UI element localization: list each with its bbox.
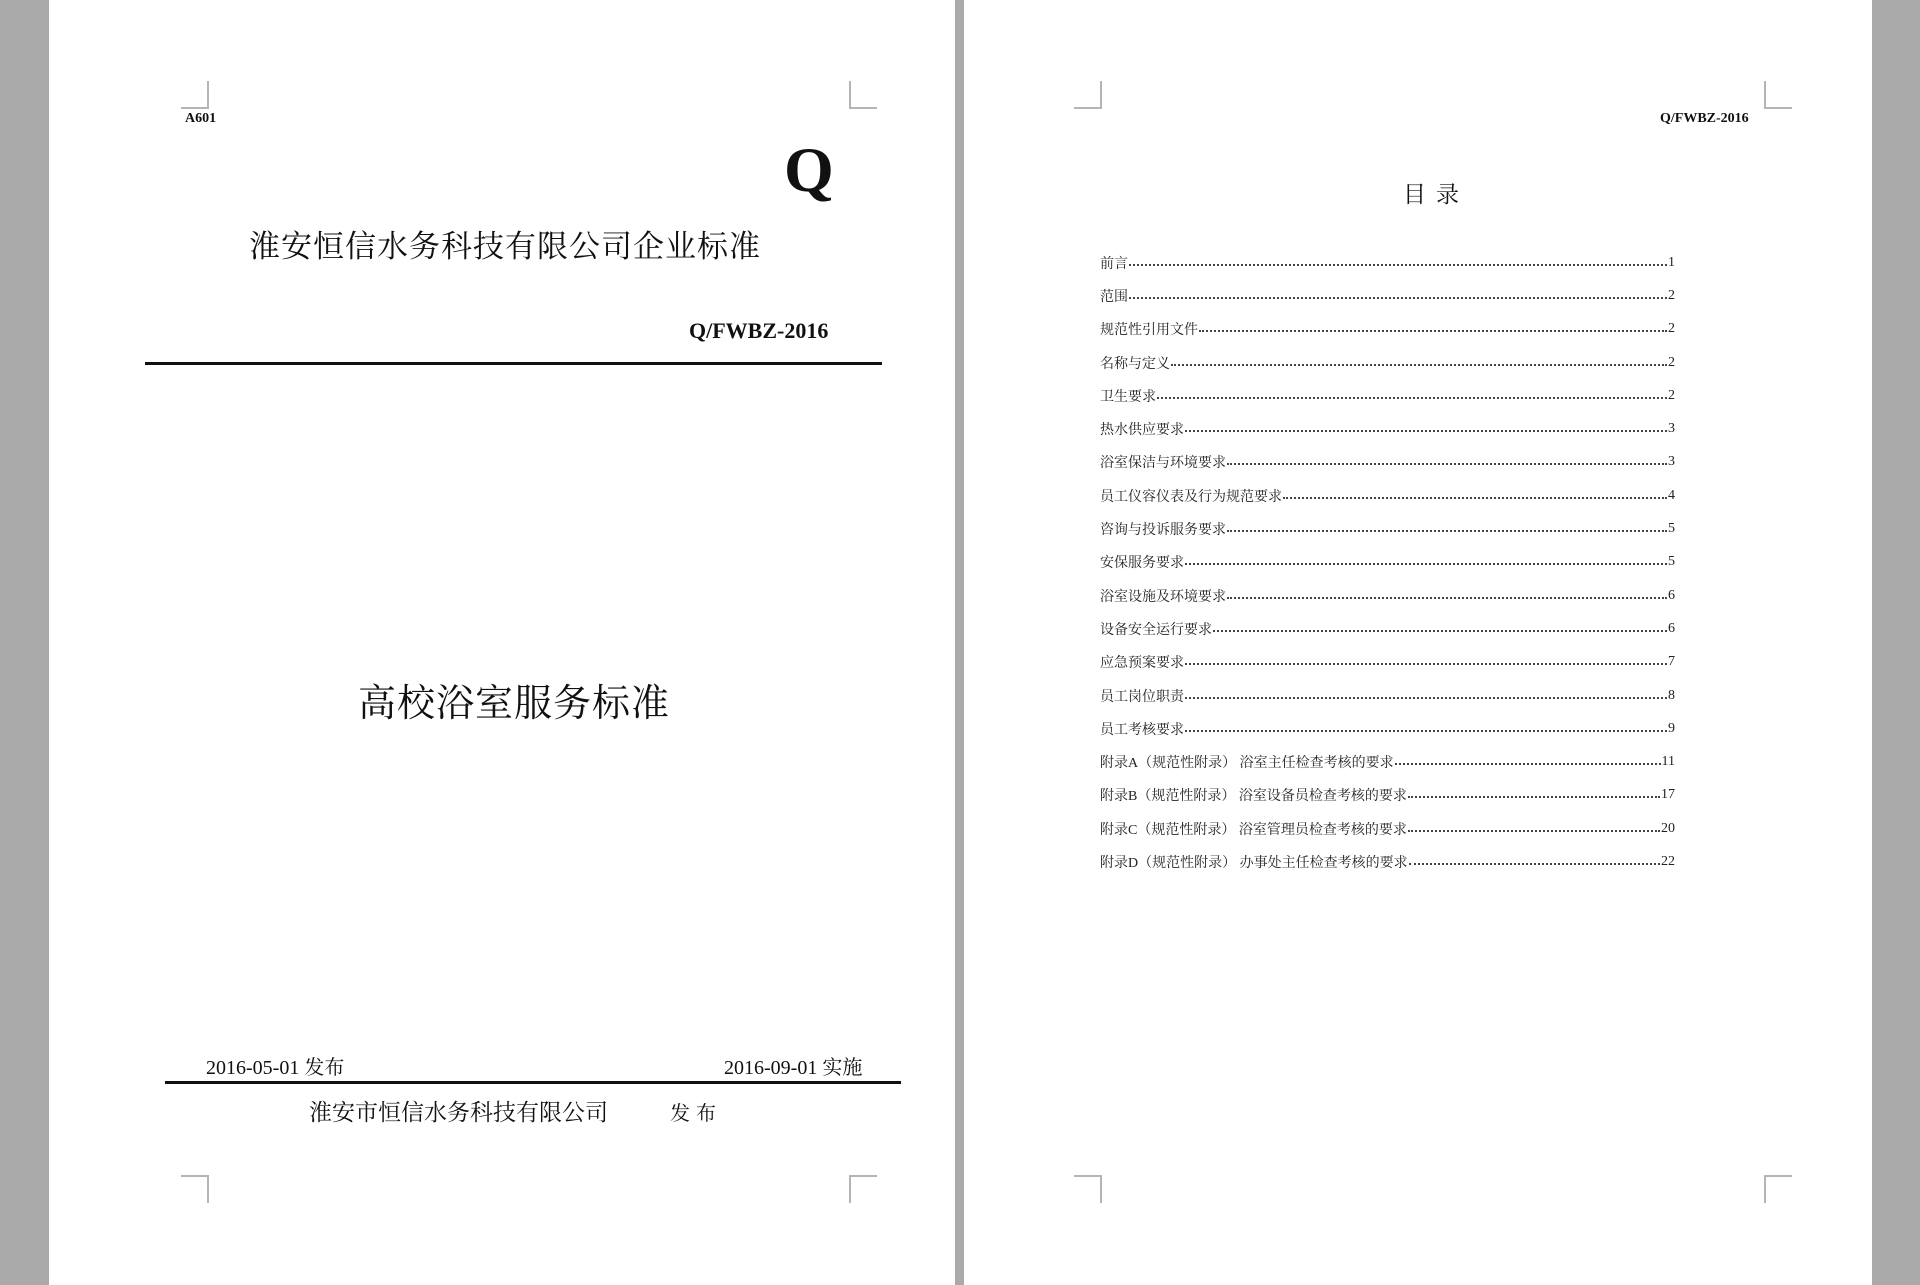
toc-entry-label: 浴室保洁与环境要求 [1100,456,1226,472]
toc-entry-page: 2 [1668,387,1675,403]
toc-leader-dots [1283,497,1667,499]
toc-entry-label: 附录A（规范性附录） 浴室主任检查考核的要求 [1100,756,1394,772]
toc-leader-dots [1185,430,1667,432]
toc-entry[interactable] [1100,346,1675,379]
toc-entry-label: 员工仪容仪表及行为规范要求 [1100,489,1282,505]
toc-entry-label: 名称与定义 [1100,356,1170,372]
toc-leader-dots [1408,830,1660,832]
main-title: 高校浴室服务标准 [358,681,671,725]
toc-entry-page: 9 [1668,720,1675,736]
toc-entry-label: 前言 [1100,256,1128,272]
toc-entry-page: 6 [1668,620,1675,636]
crop-mark-bottom-right [1764,1175,1792,1203]
toc-entry-page: 7 [1668,654,1675,670]
toc-entry[interactable] [1100,845,1675,878]
toc-leader-dots [1395,763,1661,765]
toc-entry[interactable] [1100,779,1675,812]
toc-leader-dots [1213,630,1667,632]
toc-leader-dots [1185,663,1667,665]
toc-entry-label: 附录C（规范性附录） 浴室管理员检查考核的要求 [1100,822,1407,838]
crop-mark-top-right [849,81,877,109]
crop-mark-top-left [1074,81,1102,109]
toc-leader-dots [1185,697,1667,699]
toc-entry-page: 22 [1661,853,1675,869]
toc-entry[interactable] [1100,279,1675,312]
toc-entry-label: 附录B（规范性附录） 浴室设备员检查考核的要求 [1100,789,1407,805]
table-of-contents [1100,246,1675,879]
toc-leader-dots [1185,730,1667,732]
toc-entry-page: 6 [1668,587,1675,603]
toc-entry-page: 2 [1668,287,1675,303]
toc-entry-page: 8 [1668,687,1675,703]
crop-mark-bottom-left [181,1175,209,1203]
toc-leader-dots [1227,597,1667,599]
document-code: A601 [185,111,217,126]
toc-entry-label: 应急预案要求 [1100,656,1184,672]
company-standard-title: 淮安恒信水务科技有限公司企业标准 [249,229,761,265]
toc-entry[interactable] [1100,646,1675,679]
toc-entry-page: 3 [1668,421,1675,437]
toc-entry[interactable] [1100,246,1675,279]
toc-leader-dots [1129,264,1667,266]
toc-entry[interactable] [1100,446,1675,479]
toc-entry-label: 热水供应要求 [1100,423,1184,439]
toc-entry[interactable] [1100,512,1675,545]
toc-entry[interactable] [1100,612,1675,645]
toc-entry-label: 员工岗位职责 [1100,689,1184,705]
toc-entry[interactable] [1100,745,1675,778]
toc-leader-dots [1199,330,1667,332]
toc-entry-page: 3 [1668,454,1675,470]
standard-number: Q/FWBZ-2016 [689,318,829,343]
toc-entry-page: 5 [1668,521,1675,537]
standard-q-mark: Q [784,134,834,205]
toc-entry[interactable] [1100,412,1675,445]
toc-leader-dots [1227,530,1667,532]
toc-entry-label: 安保服务要求 [1100,556,1184,572]
toc-entry[interactable] [1100,712,1675,745]
toc-page [964,0,1872,1285]
toc-leader-dots [1171,364,1667,366]
toc-entry-label: 规范性引用文件 [1100,323,1198,339]
issue-date: 2016-05-01 发布 [206,1057,345,1079]
toc-entry[interactable] [1100,679,1675,712]
toc-entry-page: 2 [1668,354,1675,370]
toc-entry-page: 11 [1661,754,1675,770]
toc-leader-dots [1408,796,1660,798]
toc-entry-page: 1 [1668,254,1675,270]
toc-entry-label: 卫生要求 [1100,389,1156,405]
toc-title: 目录 [1403,182,1469,208]
toc-entry-label: 范围 [1100,289,1128,305]
toc-entry[interactable] [1100,579,1675,612]
publish-label: 发布 [670,1101,722,1125]
toc-entry-label: 浴室设施及环境要求 [1100,589,1226,605]
crop-mark-top-right [1764,81,1792,109]
toc-leader-dots [1409,863,1660,865]
footer-divider [165,1081,901,1084]
toc-entry-label: 咨询与投诉服务要求 [1100,523,1226,539]
toc-entry[interactable] [1100,313,1675,346]
toc-entry[interactable] [1100,546,1675,579]
toc-entry[interactable] [1100,812,1675,845]
toc-entry-page: 2 [1668,321,1675,337]
toc-entry-label: 设备安全运行要求 [1100,622,1212,638]
crop-mark-bottom-left [1074,1175,1102,1203]
cover-page [49,0,955,1285]
crop-mark-top-left [181,81,209,109]
publisher-name: 淮安市恒信水务科技有限公司 [309,1100,608,1126]
toc-entry[interactable] [1100,379,1675,412]
toc-entry-page: 4 [1668,487,1675,503]
toc-entry-page: 17 [1661,787,1675,803]
toc-entry-page: 5 [1668,554,1675,570]
toc-leader-dots [1227,463,1667,465]
toc-entry-label: 附录D（规范性附录） 办事处主任检查考核的要求 [1100,855,1408,871]
toc-leader-dots [1185,563,1667,565]
toc-leader-dots [1157,397,1667,399]
toc-entry-page: 20 [1661,820,1675,836]
header-divider [145,362,882,365]
toc-entry-label: 员工考核要求 [1100,722,1184,738]
crop-mark-bottom-right [849,1175,877,1203]
toc-leader-dots [1129,297,1667,299]
toc-entry[interactable] [1100,479,1675,512]
header-standard-number: Q/FWBZ-2016 [1660,111,1749,126]
implementation-date: 2016-09-01 实施 [724,1057,863,1079]
